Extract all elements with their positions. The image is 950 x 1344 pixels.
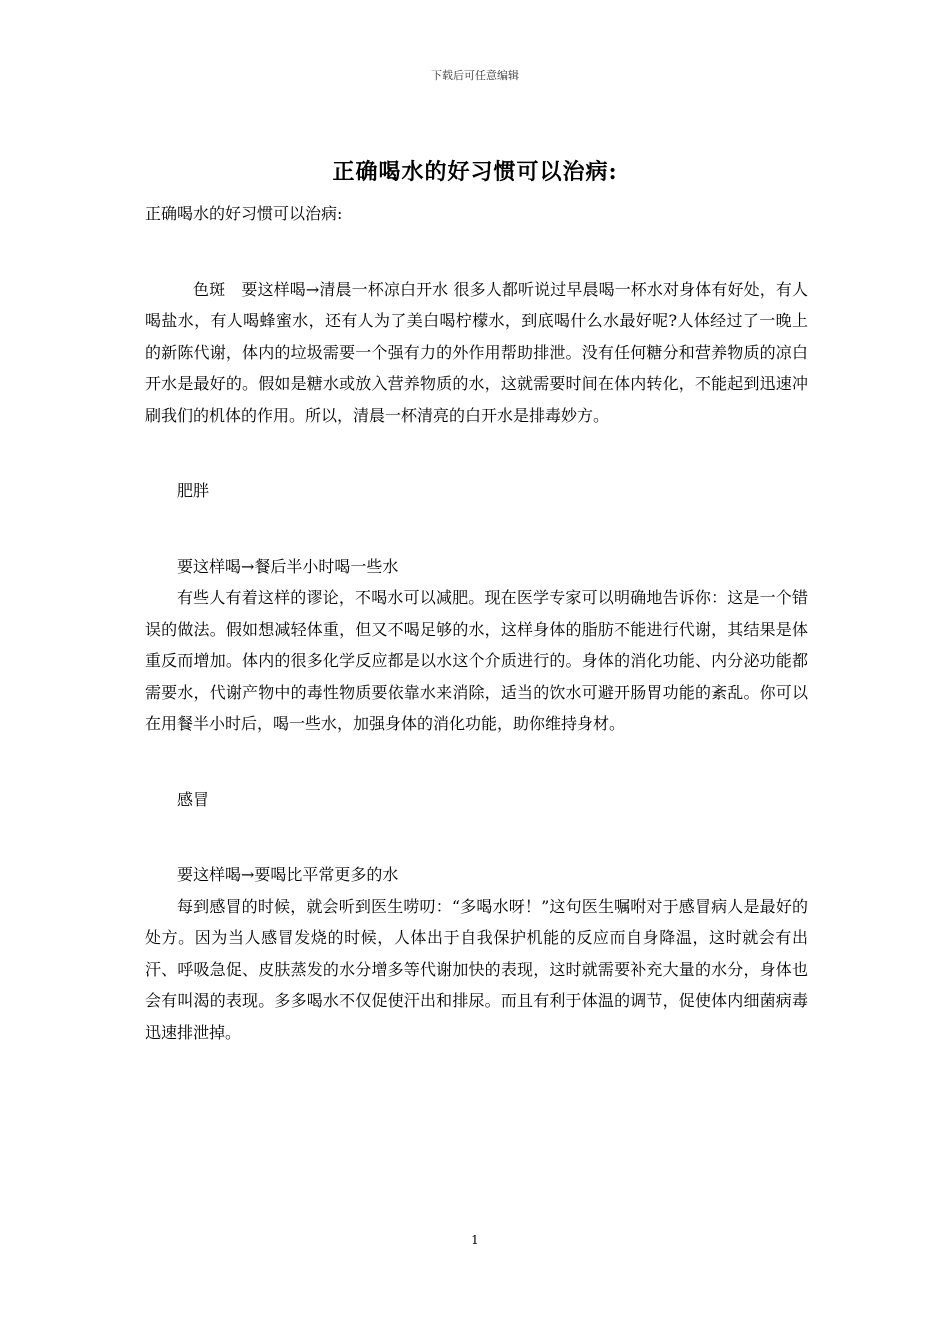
spacer: [145, 815, 808, 859]
spacer: [145, 230, 808, 274]
section-cold-heading: 感冒: [177, 789, 210, 809]
section-obesity-body: 有些人有着这样的谬论，不喝水可以减肥。现在医学专家可以明确地告诉你：这是一个错误的做法。假如想减轻体重，但又不喝足够的水，这样身体的脂肪不能进行代谢，其结果是体重反而增加。体内的很多化学反应都是以水这个介质进行的。身体的消化功能、内分泌功能都需要水，代谢产物中的毒性物质要依靠水来消除，适当的饮水可避开肠胃功能的紊乱。你可以在用餐半小时后，喝一些水，加强身体的消化功能，助你维持身材。: [145, 588, 808, 733]
document-title: 正确喝水的好习惯可以治病:: [332, 159, 618, 185]
section-obesity-method: 要这样喝→餐后半小时喝一些水: [177, 556, 399, 576]
section-cold-method: 要这样喝→要喝比平常更多的水: [177, 865, 399, 884]
section-obesity-heading: 肥胖: [177, 481, 210, 500]
document-body: [145, 198, 808, 1048]
section-spots-body: 色斑 要这样喝→清晨一杯凉白开水 很多人都听说过早晨喝一杯水对身体有好处，有人喝盐水，有人喝蜂蜜水，还有人为了美白喝柠檬水，到底喝什么水最好呢?人体经过了一晚上的新陈代谢，体内的垃圾需要一个强有力的外作用帮助排泄。没有任何糖分和营养物质的凉白开水是最好的。假如是糖水或放入营养物质的水，这就需要时间在体内转化，不能起到迅速冲刷我们的机体的作用。所以，清晨一杯清亮的白开水是排毒妙方。: [145, 279, 808, 425]
spacer: [145, 431, 808, 475]
page-header: 下载后可任意编辑: [431, 69, 519, 82]
section-cold-body: 每到感冒的时候，就会听到医生唠叨：“多喝水呀！”这句医生嘱咐对于感冒病人是最好的处方。因为当人感冒发烧的时候，人体出于自我保护机能的反应而自身降温，这时就会有出汗、呼吸急促、皮肤蒸发的水分增多等代谢加快的表现，这时就需要补充大量的水分，身体也会有叫渴的表现。多多喝水不仅促使汗出和排尿。而且有利于体温的调节，促使体内细菌病毒迅速排泄掉。: [145, 896, 808, 1042]
page-number: 1: [471, 1233, 479, 1247]
subtitle: 正确喝水的好习惯可以治病:: [145, 204, 343, 223]
spacer: [145, 507, 808, 551]
spacer: [145, 740, 808, 784]
